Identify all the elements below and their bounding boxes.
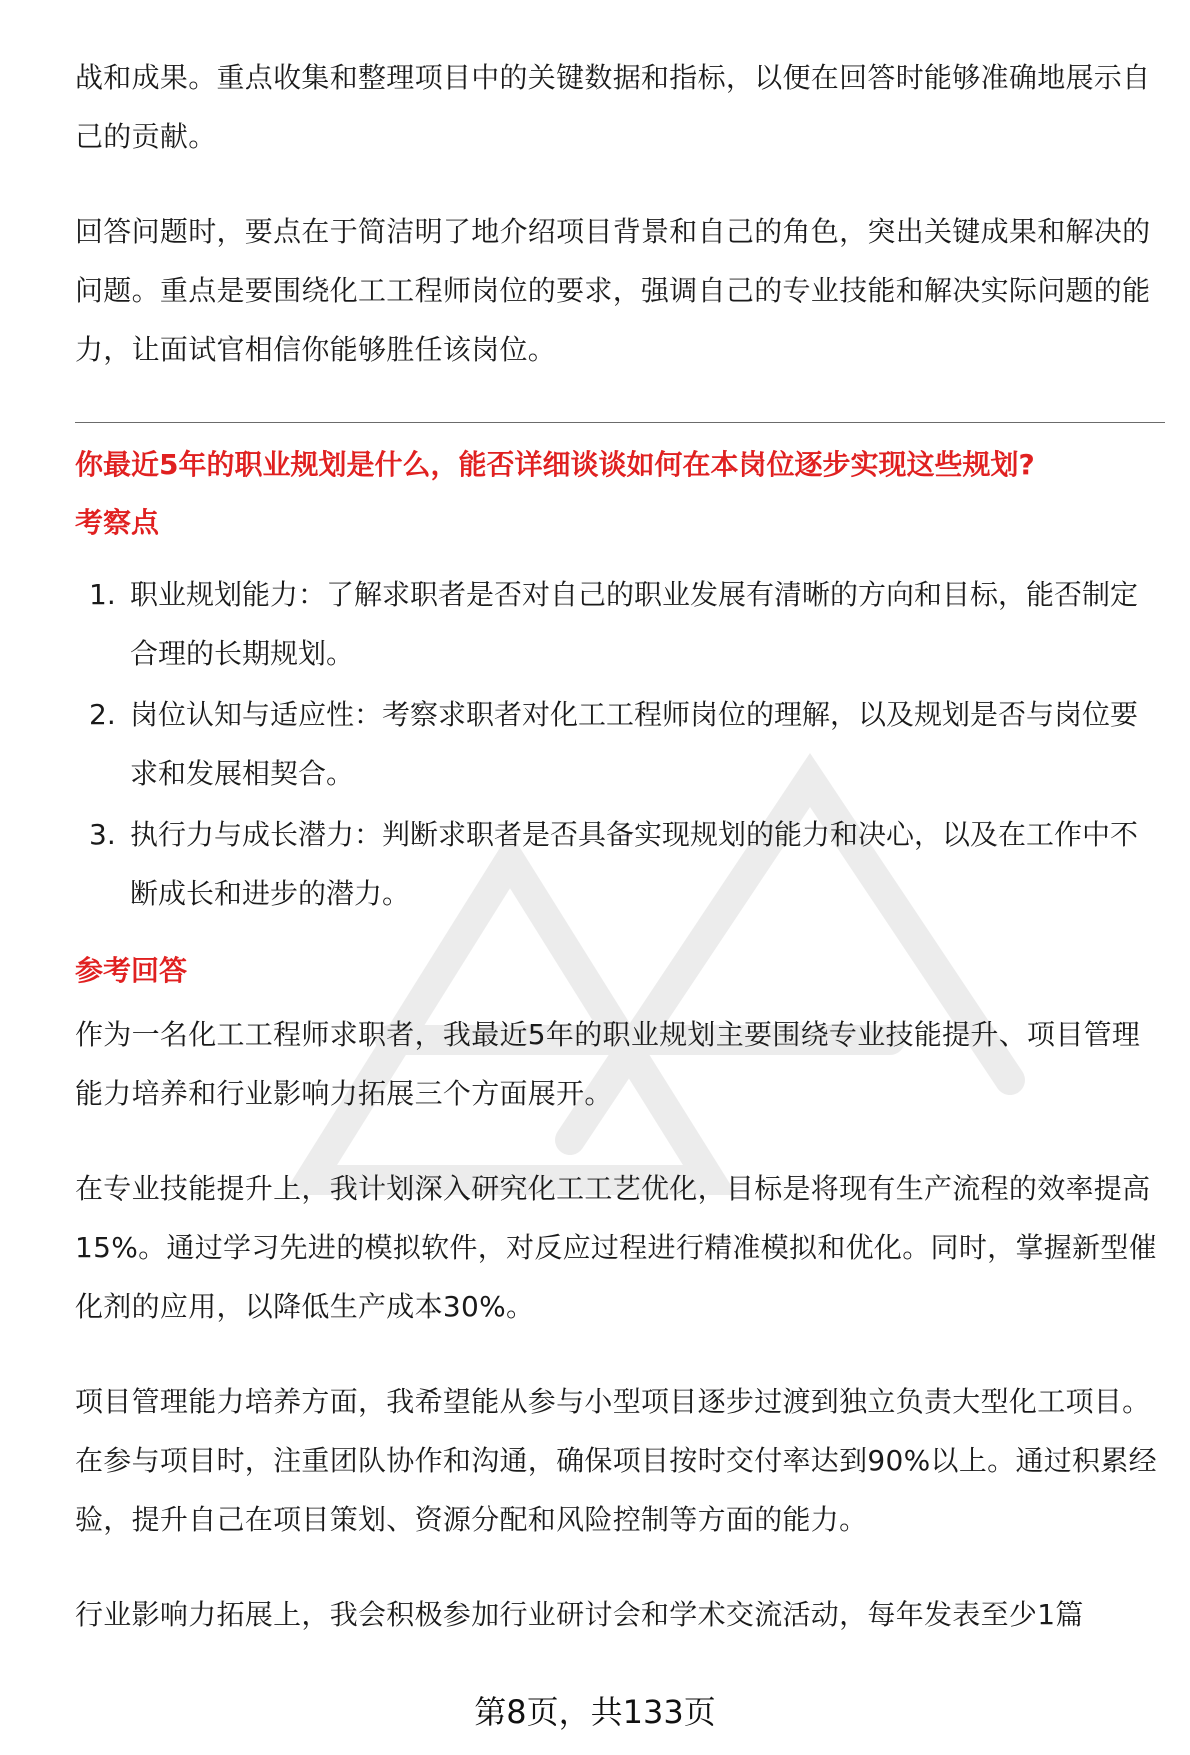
- answer-heading: 参考回答: [75, 954, 188, 987]
- answer-paragraph-3: 项目管理能力培养方面，我希望能从参与小型项目逐步过渡到独立负责大型化工项目。在参与项目时，注重团队协作和沟通，确保项目按时交付率达到90%以上。通过积累经验，提升自己在项目策划、资源分配和风险控制等方面的能力。: [75, 1385, 1157, 1536]
- answer-paragraph-4: 行业影响力拓展上，我会积极参加行业研讨会和学术交流活动，每年发表至少1篇: [75, 1598, 1084, 1631]
- list-number: 1.: [89, 578, 116, 611]
- page-number: 第8页，共133页: [474, 1693, 716, 1731]
- points-list: [75, 565, 1165, 923]
- page-content: [75, 48, 1165, 1644]
- list-number: 3.: [89, 818, 116, 851]
- list-number: 2.: [89, 698, 116, 731]
- intro-paragraph-2: 回答问题时，要点在于简洁明了地介绍项目背景和自己的角色，突出关键成果和解决的问题。重点是要围绕化工工程师岗位的要求，强调自己的专业技能和解决实际问题的能力，让面试官相信你能够胜任该岗位。: [75, 215, 1151, 366]
- section-divider: [75, 422, 1165, 423]
- list-item-text: 职业规划能力：了解求职者是否对自己的职业发展有清晰的方向和目标，能否制定合理的长期规划。: [130, 578, 1139, 670]
- list-item-text: 执行力与成长潜力：判断求职者是否具备实现规划的能力和决心，以及在工作中不断成长和进步的潜力。: [130, 818, 1139, 910]
- answer-paragraph-1: 作为一名化工工程师求职者，我最近5年的职业规划主要围绕专业技能提升、项目管理能力培养和行业影响力拓展三个方面展开。: [75, 1018, 1141, 1110]
- list-item: [75, 565, 1165, 683]
- list-item: [75, 805, 1165, 923]
- answer-paragraph-2: 在专业技能提升上，我计划深入研究化工工艺优化，目标是将现有生产流程的效率提高15%。通过学习先进的模拟软件，对反应过程进行精准模拟和优化。同时，掌握新型催化剂的应用，以降低生产成本30%。: [75, 1172, 1157, 1323]
- list-item: [75, 685, 1165, 803]
- points-heading: 考察点: [75, 506, 160, 539]
- list-item-text: 岗位认知与适应性：考察求职者对化工工程师岗位的理解，以及规划是否与岗位要求和发展相契合。: [130, 698, 1139, 790]
- intro-paragraph-1: 战和成果。重点收集和整理项目中的关键数据和指标，以便在回答时能够准确地展示自己的贡献。: [75, 61, 1151, 153]
- question-title: 你最近5年的职业规划是什么，能否详细谈谈如何在本岗位逐步实现这些规划?: [75, 448, 1035, 481]
